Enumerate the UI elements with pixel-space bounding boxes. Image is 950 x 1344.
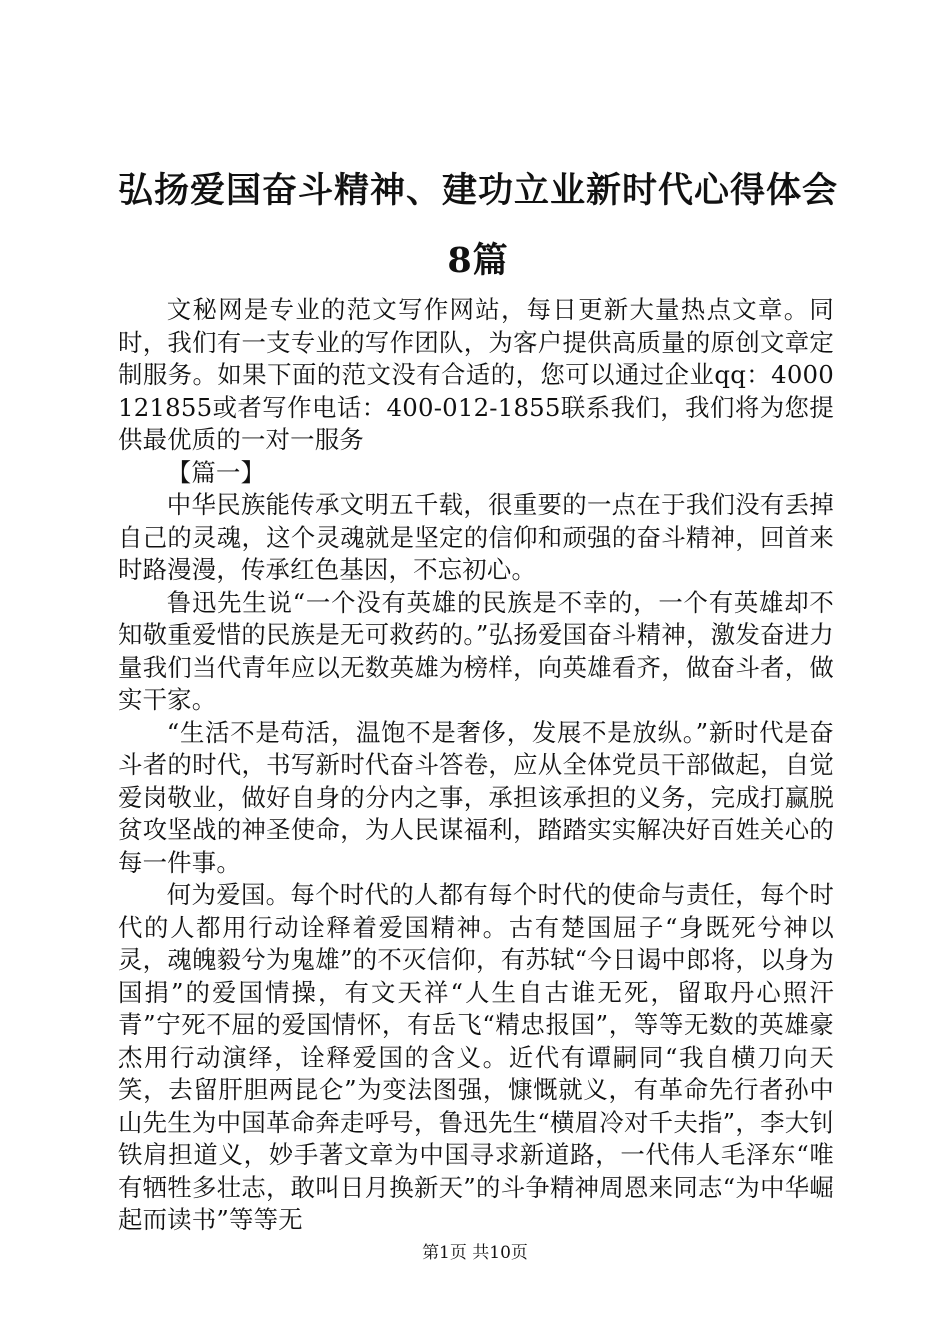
intro-paragraph: 文秘网是专业的范文写作网站，每日更新大量热点文章。同时，我们有一支专业的写作团队，为客户提供高质量的原创文章定制服务。如果下面的范文没有合适的，您可以通过企业qq：4000121855或者写作电话：400-012-1855联系我们，我们将为您提供最优质的一对一服务 (118, 295, 834, 454)
page-footer: 第1页 共10页 (422, 1243, 528, 1263)
body-paragraph: 中华民族能传承文明五千载，很重要的一点在于我们没有丢掉自己的灵魂，这个灵魂就是坚定的信仰和顽强的奋斗精神，回首来时路漫漫，传承红色基因，不忘初心。 (118, 490, 834, 584)
body-paragraph: “生活不是苟活，温饱不是奢侈，发展不是放纵。”新时代是奋斗者的时代，书写新时代奋斗答卷，应从全体党员干部做起，自觉爱岗敬业，做好自身的分内之事，承担该承担的义务，完成打赢脱贫攻坚战的神圣使命，为人民谋福利，踏踏实实解决好百姓关心的每一件事。 (118, 717, 834, 877)
body-paragraph: 何为爱国。每个时代的人都有每个时代的使命与责任，每个时代的人都用行动诠释着爱国精神。古有楚国屈子“身既死兮神以灵，魂魄毅兮为鬼雄”的不灭信仰，有苏轼“今日谒中郎将，以身为国捐”的爱国情操，有文天祥“人生自古谁无死，留取丹心照汗青”宁死不屈的爱国情怀，有岳飞“精忠报国”，等等无数的英雄豪杰用行动演绎，诠释爱国的含义。近代有谭嗣同“我自横刀向天笑，去留肝胆两昆仑”为变法图强，慷慨就义，有革命先行者孙中山先生为中国革命奔走呼号，鲁迅先生“横眉冷对千夫指”，李大钊铁肩担道义，妙手著文章为中国寻求新道路，一代伟人毛泽东“唯有牺牲多壮志，敢叫日月换新天”的斗争精神周恩来同志“为中华崛起而读书”等等无 (118, 880, 834, 1234)
section-heading: 【篇一】 (166, 457, 266, 487)
body-paragraph: 鲁迅先生说“一个没有英雄的民族是不幸的，一个有英雄却不知敬重爱惜的民族是无可救药的。”弘扬爱国奋斗精神，激发奋进力量我们当代青年应以无数英雄为榜样，向英雄看齐，做奋斗者，做实干家。 (118, 587, 834, 714)
document-body (118, 294, 834, 1237)
document-title: 弘扬爱国奋斗精神、建功立业新时代心得体会8篇 (118, 170, 839, 281)
